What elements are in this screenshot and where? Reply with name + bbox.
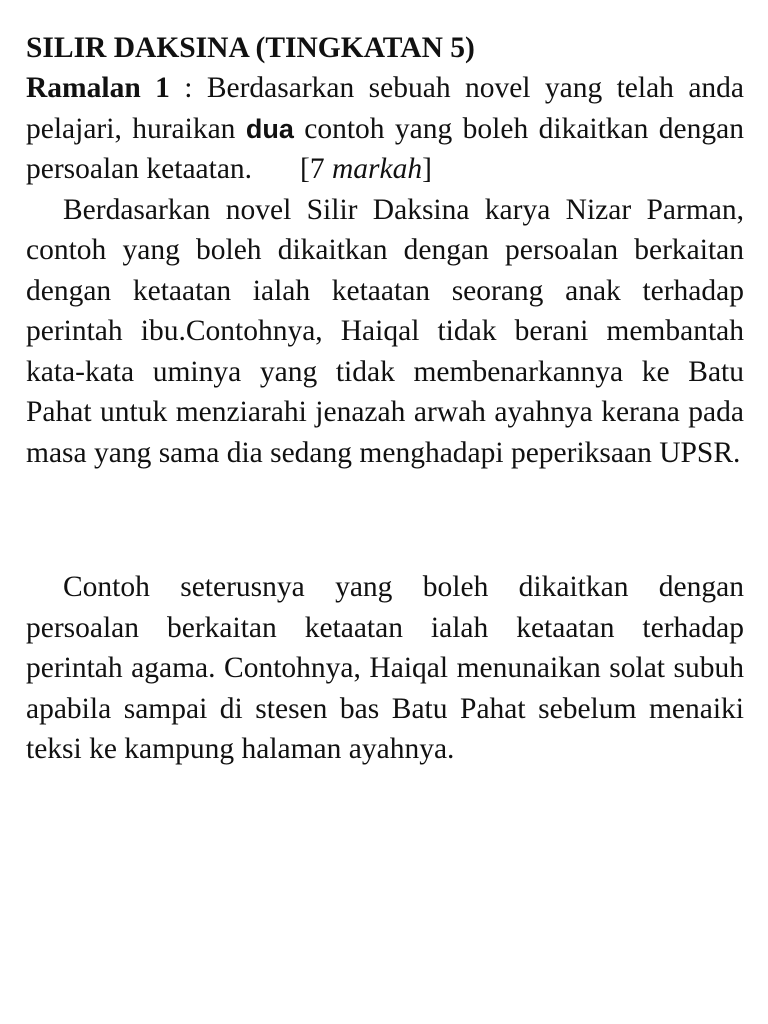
answer-paragraph-1: Berdasarkan novel Silir Daksina karya Nizar Parman, contoh yang boleh dikaitkan dengan persoalan berkaitan dengan ketaatan ialah ketaatan seorang anak terhadap perintah ibu.Contohnya, Haiqal tidak berani membantah kata-kata uminya yang tidak membenarkannya ke Batu Pahat untuk menziarahi jenazah arwah ayahnya kerana pada masa yang sama dia sedang menghadapi peperiksaan UPSR. xyxy=(26,193,744,469)
question-paragraph xyxy=(26,68,744,190)
question-label: Ramalan 1 xyxy=(26,72,170,104)
question-text-before: Berdasarkan sebuah novel yang telah anda pelajari, huraikan xyxy=(26,72,745,145)
marks-word: markah xyxy=(332,153,423,185)
answer-paragraph-2: Contoh seterusnya yang boleh dikaitkan dengan persoalan berkaitan ketaatan ialah ketaatan terhadap perintah agama. Contohnya, Haiqal menunaikan solat subuh apabila sampai di stesen bas Batu Pahat sebelum menaiki teksi ke kampung halaman ayahnya. xyxy=(26,571,744,765)
question-emphasis: dua xyxy=(245,113,294,144)
page-title: SILIR DAKSINA (TINGKATAN 5) xyxy=(26,32,475,64)
document-page xyxy=(26,28,744,770)
question-text-after: contoh yang boleh dikaitkan dengan persoalan ketaatan. xyxy=(26,112,744,185)
marks-close: ] xyxy=(422,153,432,185)
question-separator: : xyxy=(169,72,207,104)
marks-label xyxy=(300,149,432,190)
marks-open: [7 xyxy=(300,153,332,185)
